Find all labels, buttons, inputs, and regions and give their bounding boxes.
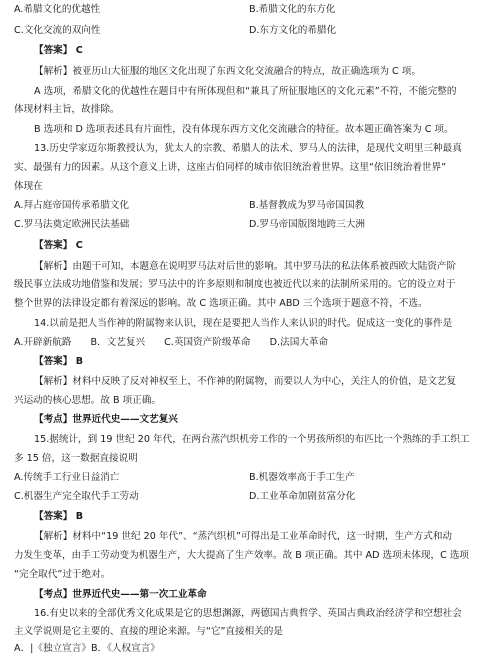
q12-option-a: A.希腊文化的优越性 [14, 4, 101, 15]
q15-analysis-line-3: “完全取代”过于绝对。 [14, 569, 111, 580]
q15-option-b: B.机器效率高于手工生产 [249, 472, 355, 483]
q15-stem-line-1: 15.据统计，到 19 世纪 20 年代，在两台蒸汽织机旁工作的一个男孩所织的布匹比一个熟练的手工织工 [34, 434, 470, 445]
q15-stem-line-2: 多 15 倍，这一数据直接说明 [14, 453, 138, 464]
q13-stem-line-2: 实、最强有力的因素。从这个意义上讲，这座古伯同样的城市依旧统治着世界。这里“依旧统治着世界” [14, 162, 447, 173]
q15-analysis-line-1: 【解析】材料中“19 世纪 20 年代”、“蒸汽织机”可得出是工业革命时代，这一时期，生产方式和动 [34, 531, 453, 542]
q14-option-c: C.英国资产阶级革命 [164, 337, 251, 348]
q15-option-c: C.机器生产完全取代手工劳动 [14, 491, 139, 502]
q12-answer: 【答案】 C [34, 45, 83, 56]
q15-option-d: D.工业革命加剧贫富分化 [249, 491, 356, 502]
q13-analysis-line-3: 整个世界的法律设定都有着深远的影响。故 C 选项正确。其中 ABD 三个选项于题意不符，不选。 [14, 298, 428, 309]
q14-analysis-line-2: 兴运动的核心思想。故 B 项正确。 [14, 395, 161, 406]
q13-option-a: A.拜占庭帝国传承希腊文化 [14, 200, 129, 211]
q14-options [14, 337, 344, 349]
q13-option-c: C.罗马法奠定欧洲民法基础 [14, 219, 130, 230]
q16-stem-line-1: 16.有史以来的全部优秀文化成果是它的思想渊源，两德国古典哲学、英国古典政治经济学和空想社会 [34, 608, 462, 619]
q13-stem-line-3: 体现在 [14, 181, 43, 192]
q16-stem-line-2: 主义学说则是它主要的、直接的理论来源。与“它”直接相关的是 [14, 626, 283, 637]
q12-analysis-line-2: A 选项，希腊文化的优越性在题目中有所体现但和“兼具了所征服地区的文化元素”不符，不能完整的 [34, 86, 457, 97]
q15-answer: 【答案】 B [34, 511, 84, 522]
q14-point: 【考点】世界近代史——文艺复兴 [34, 414, 178, 425]
q15-option-a: A.传统手工行业日益消亡 [14, 472, 120, 483]
q13-options-row-2 [14, 219, 484, 231]
q12-option-c: C.文化交流的双向性 [14, 25, 101, 36]
q13-analysis-line-1: 【解析】由题干可知，本题意在说明罗马法对后世的影响。其中罗马法的私法体系被西欧大陆资产阶 [34, 261, 457, 272]
q12-analysis-line-4: B 选项和 D 选项表述具有片面性，没有体现东西方文化交流融合的特征。故本题正确答案为 C 项。 [34, 124, 454, 135]
q12-option-b: B.希腊文化的东方化 [249, 4, 336, 15]
q14-option-b: B．文艺复兴 [90, 337, 146, 348]
q15-options-row-1 [14, 472, 484, 484]
q14-analysis-line-1: 【解析】材料中反映了反对神权至上，不作神的附属物，而要以人为中心，关注人的价值，是文艺复 [34, 376, 457, 387]
q15-options-row-2 [14, 491, 484, 503]
q14-option-a: A.开辟新航路 [14, 337, 72, 348]
q14-answer: 【答案】 B [34, 356, 84, 367]
q12-option-d: D.东方文化的希腊化 [249, 25, 337, 36]
q14-stem: 14.以前是把人当作神的附属物来认识，现在是要把人当作人来认识的时代。促成这一变化的事件是 [34, 318, 453, 329]
q16-options: A．|《独立宣言》B．《人权宣言》 [14, 643, 160, 654]
q12-analysis-line-3: 体现材料主旨，故排除。 [14, 104, 120, 115]
q15-point: 【考点】世界近代史——第一次工业革命 [34, 589, 207, 600]
q13-option-d: D.罗马帝国版图地跨三大洲 [249, 219, 365, 230]
q12-options-row-2 [14, 25, 484, 37]
q14-option-d: D.法国大革命 [269, 337, 329, 348]
q12-options-row-1 [14, 4, 484, 16]
q13-stem-line-1: 13.历史学家迈尔斯教授认为，犹太人的宗教、希腊人的法术、罗马人的法律，是现代文明里三种最真 [34, 143, 462, 154]
q13-answer: 【答案】 C [34, 240, 83, 251]
q13-options-row-1 [14, 200, 484, 212]
q12-analysis-line-1: 【解析】被亚历山大征服的地区文化出现了东西文化交流融合的特点，故正确选项为 C 项。 [34, 66, 421, 77]
q13-option-b: B.基督教成为罗马帝国国教 [249, 200, 365, 211]
q13-analysis-line-2: 级民事立法成功地借鉴和发展；罗马法中的许多原则和制度也被近代以来的法制所采用的。它的设立对于 [14, 279, 456, 290]
q15-analysis-line-2: 力发生变革，由手工劳动变为机器生产，大大提高了生产效率。故 B 项正确。其中 AD 选项未体现，C 选项 [14, 550, 470, 561]
